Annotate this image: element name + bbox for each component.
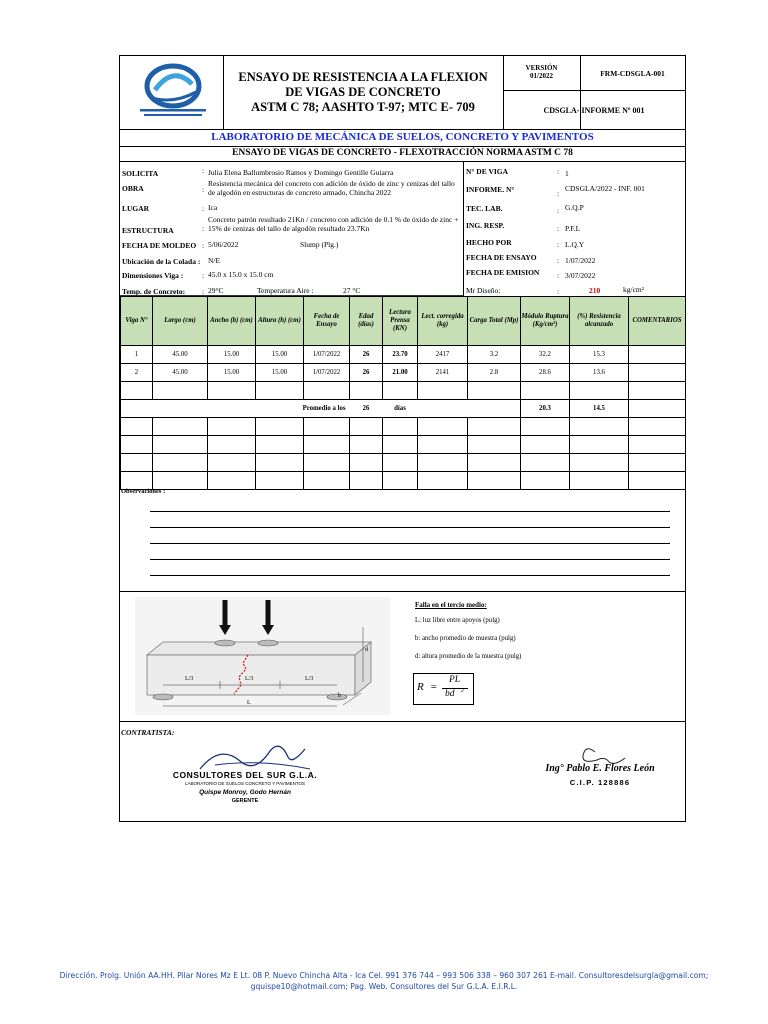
average-days-unit: días: [394, 405, 406, 412]
col-header-resistencia: (%) Resistencia alcanzado: [570, 297, 629, 346]
cell-edad: 26: [350, 346, 383, 364]
average-modulus: 20.3: [521, 400, 570, 418]
cell-largo: 45.00: [153, 346, 208, 364]
cell-altura: 15.00: [256, 346, 304, 364]
report-number: CDSGLA- INFORME Nº 001: [543, 106, 645, 115]
ubicacion-label: Ubicación de la Colada :: [122, 257, 201, 266]
results-table: [120, 296, 686, 490]
hecho-por-label: HECHO POR: [466, 238, 512, 247]
title-line-1: ENSAYO DE RESISTENCIA A LA FLEXION: [238, 70, 488, 84]
cell-lect-corregida: 2141: [418, 364, 468, 382]
label-b: b: [338, 693, 341, 699]
col-header-comentarios: COMENTARIOS: [629, 297, 686, 346]
cell-lectura: 21.00: [383, 364, 418, 382]
viga-label: N° DE VIGA: [466, 167, 509, 176]
cell-viga: 1: [121, 346, 153, 364]
table-row-empty: [121, 436, 686, 454]
title-line-3: ASTM C 78; AASHTO T-97; MTC E- 709: [251, 100, 475, 114]
observaciones-label: Observaciones :: [121, 488, 166, 495]
estructura-label: ESTRUCTURA: [122, 226, 174, 235]
fecha-emision-value: 3/07/2022: [565, 271, 596, 280]
ing-resp-value: P.F.L: [565, 224, 581, 233]
cell-lect-corregida: 2417: [418, 346, 468, 364]
cell-resistencia: 15.3: [570, 346, 629, 364]
report-sheet: ENSAYO DE RESISTENCIA A LA FLEXION DE VIGAS DE CONCRETO ASTM C 78; AASHTO T-97; MTC E- 709 VERSIÓN 01/2022 FRM-CDSGLA-001 CDSGLA- INFORME Nº 001 LABORATORIO DE MECÁNICA DE SUELOS, CONCRETO Y PAVIMENTOS ENSAYO DE VIGAS DE CONCRETO - FLEXOTRACCIÓN NORMA ASTM C 78 SOLICITA : Julia Elena Ballumbrosio Ramos y Domingo Gentille Guiarra OBRA : Resistencia mecánica del concreto con adición de óxido de zinc y cenizas del tallo de algodón en estructuras de concreto armado, Chincha 2022 LUGAR : Ica ESTRUCTURA : Concreto patrón resultado 21Kn / concreto con adición de 0.1 % de óxido de zinc + 15% de cenizas del tallo de algodón resultado 23.7Kn FECHA DE MOLDEO : 5/06/2022 Slump (Plg.) Ubicación de la Colada : N/E Dimensiones Viga : : 45.0 x 15.0 x 15.0 cm Temp. de Concreto: : 29°C Temperatura Aire : 27 °C N° DE VIGA : 1 INFORME. N° : CDSGLA/2022 - INF. 001 TEC. LAB. : G.Q.P ING. RESP. : P.F.L HECHO POR : L.Q.Y FECHA DE ENSAYO : 1/07/2022 FECHA DE EMISION : 3/07/2022 Mr Diseño: : 210 kg/cm² Viga N° Largo (cm) Ancho (b) (cm) Altura (h) (cm) Fecha de Ensayo Edad (días) Lectura Prensa (KN) Lect. corregida (kg) Carga Total (Mp) Módulo Ruptura (Kg/cm²) (%) Resistencia alcanzado COMENTARIOS 1 45.00 15.00 15.00 1/07/2022 26 23.70 2417 3.2 32.2 15.3 2 45.00 15.00 15.00 1/07/2022 26 21.00 2141 2.8 28.6 13.6 Promedio a los 26 días 20.3 14.5 Observaciones : L/3 L/3 L/3 L d b Falla en el tercio medio: L: luz libre entre apoyos (pulg) b: ancho promedio de muestra (pulg) d: altura promedio de la muestra (pulg) R = PL bd 2 CONTRATISTA: CONSULTORES DEL SUR G.L.A. LABORATORIO DE SUELOS CONCRETO Y PAVIMENTOS Quispe Monroy, Godo Hernán GERENTE Ing° Pablo E. Flores León C.I.P. 128886: [119, 55, 686, 822]
fecha-moldeo-value: 5/06/2022: [208, 240, 239, 249]
company-subtitle: LABORATORIO DE SUELOS CONCRETO Y PAVIMENTOS: [184, 781, 306, 786]
lugar-value: Ica: [208, 203, 218, 212]
col-header-edad: Edad (días): [350, 297, 383, 346]
table-row: [121, 364, 686, 382]
col-header-lectura: Lectura Prensa (KN): [383, 297, 418, 346]
formula-exp: 2: [461, 688, 464, 694]
mr-unit: kg/cm²: [623, 285, 644, 294]
lab-title: LABORATORIO DE MECÁNICA DE SUELOS, CONCRETO Y PAVIMENTOS: [211, 131, 594, 143]
cell-largo: 45.00: [153, 364, 208, 382]
form-code: FRM-CDSGLA-001: [600, 69, 665, 78]
falla-title: Falla en el tercio medio:: [415, 601, 487, 609]
col-header-altura: Altura (h) (cm): [256, 297, 304, 346]
manager-name: Quispe Monroy, Godo Hernán: [199, 789, 291, 796]
formula-den: bd: [445, 689, 455, 699]
cell-resistencia: 13.6: [570, 364, 629, 382]
ing-resp-label: ING. RESP.: [466, 221, 505, 230]
col-header-fecha: Fecha de Ensayo: [304, 297, 350, 346]
fecha-ensayo-label: FECHA DE ENSAYO: [466, 253, 537, 262]
formula-eq: =: [430, 681, 438, 693]
dimensiones-value: 45.0 x 15.0 x 15.0 cm: [208, 270, 274, 279]
label-l: L: [247, 700, 251, 706]
cell-carga: 2.8: [468, 364, 521, 382]
average-percent: 14.5: [570, 400, 629, 418]
informe-value: CDSGLA/2022 - INF. 001: [565, 184, 645, 193]
ubicacion-value: N/E: [208, 256, 221, 265]
informe-label: INFORME. N°: [466, 185, 515, 194]
cell-edad: 26: [350, 364, 383, 382]
col-header-carga: Carga Total (Mp): [468, 297, 521, 346]
label-l3-a: L/3: [185, 676, 194, 682]
mr-value: 210: [589, 286, 601, 295]
label-l3-c: L/3: [305, 676, 314, 682]
estructura-value: Concreto patrón resultado 21Kn / concreto con adición de 0.1 % de óxido de zinc + 15% de cenizas del tallo de algodón resultado 23.7Kn: [208, 215, 459, 233]
mr-label: Mr Diseño:: [466, 286, 501, 295]
formula-num: PL: [449, 675, 461, 685]
cell-fecha: 1/07/2022: [304, 346, 350, 364]
company-name: CONSULTORES DEL SUR G.L.A.: [172, 770, 318, 780]
viga-value: 1: [565, 169, 569, 178]
dimensiones-label: Dimensiones Viga :: [122, 271, 184, 280]
contratista-label: CONTRATISTA:: [121, 728, 175, 737]
manager-role: GERENTE: [231, 798, 259, 804]
cell-ancho: 15.00: [208, 364, 256, 382]
legend-d: d: altura promedio de la muestra (pulg): [415, 653, 522, 660]
fecha-ensayo-value: 1/07/2022: [565, 256, 596, 265]
solicita-value: Julia Elena Ballumbrosio Ramos y Domingo Gentille Guiarra: [208, 168, 394, 177]
average-row: [121, 400, 686, 418]
engineer-name: Ing° Pablo E. Flores León: [545, 763, 655, 774]
col-header-viga: Viga N°: [121, 297, 153, 346]
table-row: [121, 346, 686, 364]
cell-carga: 3.2: [468, 346, 521, 364]
table-header-row: [121, 297, 686, 346]
average-days: 26: [362, 405, 370, 412]
table-row-empty: [121, 454, 686, 472]
formula-r: R: [417, 681, 424, 693]
slump-label: Slump (Plg.): [300, 240, 339, 249]
cell-altura: 15.00: [256, 364, 304, 382]
cell-modulo: 28.6: [521, 364, 570, 382]
temp-aire-value: 27 °C: [343, 286, 361, 295]
col-header-largo: Largo (cm): [153, 297, 208, 346]
signature-right: [525, 742, 675, 802]
col-header-modulo: Módulo Ruptura (Kg/cm²): [521, 297, 570, 346]
engineer-cip: C.I.P. 128886: [569, 778, 631, 787]
col-header-ancho: Ancho (b) (cm): [208, 297, 256, 346]
footer-line-2: gquispe10@hotmail.com; Pag. Web. Consultores del Sur G.L.A. E.I.R.L.: [250, 982, 518, 991]
version-label: VERSIÓN: [525, 64, 558, 72]
cell-modulo: 32.2: [521, 346, 570, 364]
legend-b: b: ancho promedio de muestra (pulg): [415, 635, 516, 642]
temp-value: 29°C: [208, 286, 224, 295]
cell-comentarios: [629, 346, 686, 364]
footer-contact: [40, 970, 728, 992]
tec-lab-label: TEC. LAB.: [466, 204, 503, 213]
tec-lab-value: G.Q.P: [565, 203, 584, 212]
formula-box: [413, 673, 474, 705]
lugar-label: LUGAR: [122, 204, 150, 213]
cell-fecha: 1/07/2022: [304, 364, 350, 382]
legend-l: L: luz libre entre apoyos (pulg): [415, 617, 500, 624]
col-header-lect-corregida: Lect. corregida (kg): [418, 297, 468, 346]
solicita-label: SOLICITA: [122, 169, 159, 178]
beam-diagram: [135, 597, 390, 715]
label-d: d: [365, 647, 368, 653]
title-line-2: DE VIGAS DE CONCRETO: [285, 85, 441, 99]
average-label: Promedio a los: [121, 400, 350, 418]
fecha-moldeo-label: FECHA DE MOLDEO: [122, 241, 197, 250]
obra-value: Resistencia mecánica del concreto con adición de óxido de zinc y cenizas del tallo de algodón en estructuras de concreto armado, Chincha 2022: [208, 179, 455, 197]
temp-aire-label: Temperatura Aire :: [257, 286, 314, 295]
table-row-empty: [121, 472, 686, 490]
table-row-empty: [121, 382, 686, 400]
signature-left: [160, 739, 330, 811]
footer-line-1: Dirección. Prolg. Unión AA.HH. Pilar Nores Mz E Lt. 08 P. Nuevo Chincha Alta - Ica Cel. 991 376 744 – 993 506 338 – 960 307 261 E-mail. Consultoresdelsurgla@gmail.com;: [59, 971, 709, 980]
obra-label: OBRA: [122, 184, 144, 193]
cell-ancho: 15.00: [208, 346, 256, 364]
table-row-empty: [121, 418, 686, 436]
label-l3-b: L/3: [245, 676, 254, 682]
cell-comentarios: [629, 364, 686, 382]
cell-viga: 2: [121, 364, 153, 382]
temp-label: Temp. de Concreto:: [122, 287, 186, 296]
cell-lectura: 23.70: [383, 346, 418, 364]
hecho-por-value: L.Q.Y: [565, 240, 585, 249]
test-title: ENSAYO DE VIGAS DE CONCRETO - FLEXOTRACCIÓN NORMA ASTM C 78: [232, 148, 573, 158]
company-logo: [130, 60, 216, 124]
version-value: 01/2022: [530, 72, 553, 80]
fecha-emision-label: FECHA DE EMISION: [466, 268, 540, 277]
report-title: [223, 56, 503, 129]
